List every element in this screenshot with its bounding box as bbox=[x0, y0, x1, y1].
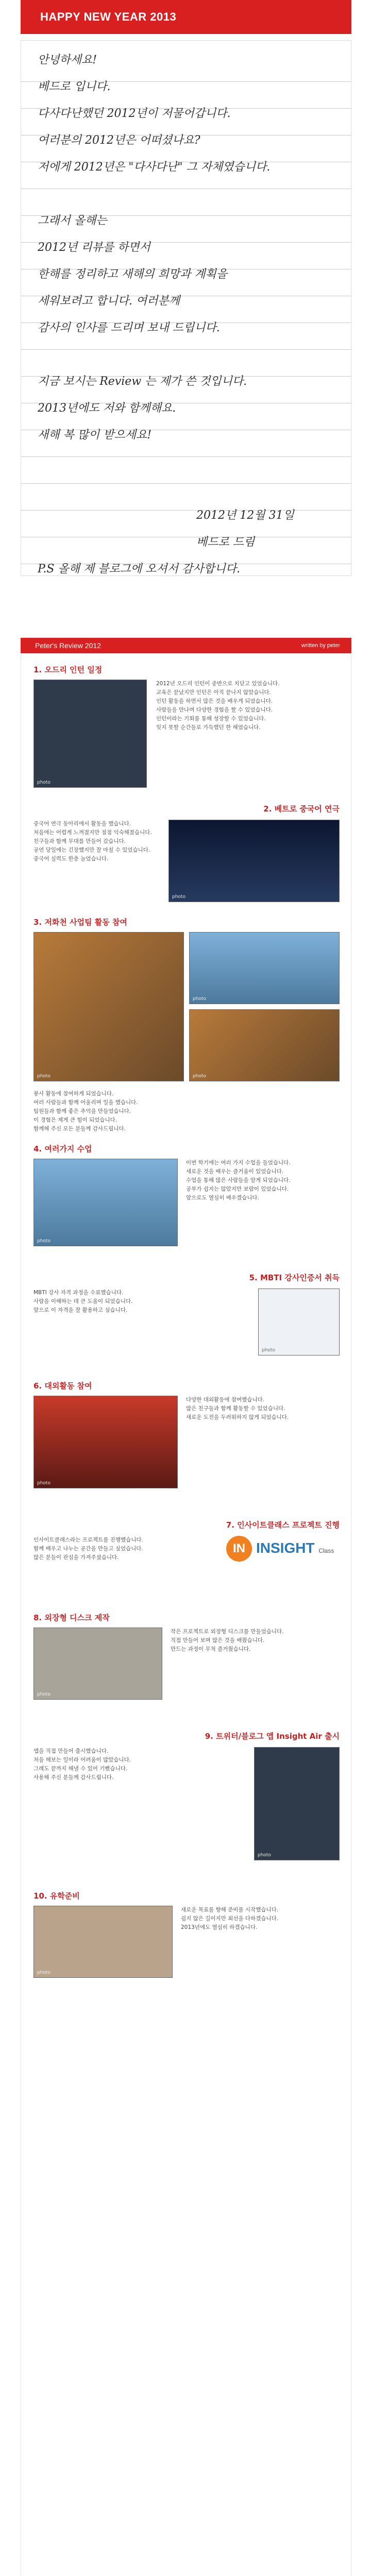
section-title: 9. 트위터/블로그 앱 Insight Air 출시 bbox=[205, 1732, 340, 1741]
banner-title: HAPPY NEW YEAR 2013 bbox=[21, 0, 351, 34]
letter-line: 베드로 드림 bbox=[196, 536, 255, 549]
insight-in-logo: IN bbox=[226, 1536, 252, 1562]
handwritten-letter bbox=[21, 40, 351, 576]
insight-class-logo: INSIGHT Class bbox=[256, 1540, 334, 1556]
letter-line: 안녕하세요! bbox=[38, 54, 97, 66]
letter-line: P.S 올해 제 블로그에 오셔서 감사합니다. bbox=[38, 563, 241, 575]
section-text: 2012년 오드리 인턴이 종반으로 치닫고 있었습니다. 교육은 끝났지만 인턴은 아직 끝나지 않았습니다. 인턴 활동을 하면서 많은 것을 배우게 되었습니다. 사람들을 만나며 다양한 경험을 할 수 있었습니다. 인턴이라는 기회를 통해 성장할 수 있었습니다. 잊지 못할 순간들로 가득했던 한 해였습니다. bbox=[156, 681, 280, 731]
letter-line: 2012년 12월 31일 bbox=[196, 509, 294, 522]
section-photo: photo bbox=[258, 1289, 340, 1355]
review-report bbox=[21, 653, 351, 2576]
section-title: 8. 외장형 디스크 제작 bbox=[33, 1613, 110, 1622]
letter-line: 한해를 정리하고 새해의 희망과 계획을 bbox=[38, 268, 228, 281]
section-text: 이번 학기에는 여러 가지 수업을 들었습니다. 새로운 것을 배우는 즐거움이 있었습니다. 수업을 통해 많은 사람들을 알게 되었습니다. 공부가 쉽지는 않았지만 보람이 있었습니다. 앞으로도 열심히 배우겠습니다. bbox=[186, 1160, 291, 1201]
section-text: MBTI 강사 자격 과정을 수료했습니다. 사람을 이해하는 데 큰 도움이 되었습니다. 앞으로 이 자격을 잘 활용하고 싶습니다. bbox=[33, 1290, 133, 1313]
letter-line: 2012년 리뷰를 하면서 bbox=[38, 241, 150, 254]
section-text: 작은 프로젝트로 외장형 디스크를 만들었습니다. 직접 만들어 보며 많은 것을 배웠습니다. 만드는 과정이 무척 즐거웠습니다. bbox=[171, 1629, 284, 1652]
section-photo: photo bbox=[254, 1747, 340, 1860]
letter-line: 지금 보시는 Review 는 제가 쓴 것입니다. bbox=[38, 375, 247, 388]
section-text: 앱을 직접 만들어 출시했습니다. 처음 해보는 일이라 어려움이 많았습니다. 그래도 끝까지 해낼 수 있어 기뻤습니다. 사용해 주신 분들께 감사드립니다. bbox=[33, 1748, 131, 1781]
section-title: 7. 인사이트클래스 프로젝트 진행 bbox=[226, 1520, 340, 1530]
section-photo: photo bbox=[33, 1396, 178, 1488]
letter-line: 베드로 입니다. bbox=[38, 80, 111, 93]
section-photo: photo bbox=[168, 820, 340, 902]
section-photo: photo bbox=[189, 932, 340, 1004]
letter-line: 새해 복 많이 받으세요! bbox=[38, 429, 152, 442]
letter-line: 저에게 2012년은 "다사다난" 그 자체였습니다. bbox=[38, 161, 271, 174]
section-title: 2. 베트로 중국어 연극 bbox=[263, 804, 340, 814]
letter-line: 세워보려고 합니다. 여러분께 bbox=[38, 295, 180, 308]
report-header-title: Peter's Review 2012 bbox=[35, 641, 101, 650]
letter-line: 다사다난했던 2012년이 저물어갑니다. bbox=[38, 107, 231, 120]
letter-line: 감사의 인사를 드리며 보내 드립니다. bbox=[38, 321, 220, 334]
section-title: 1. 오드리 인턴 일정 bbox=[33, 665, 103, 674]
section-title: 4. 여러가지 수업 bbox=[33, 1144, 92, 1154]
report-header-author: written by peter bbox=[301, 642, 340, 649]
section-text: 중국어 연극 동아리에서 활동을 했습니다. 처음에는 어렵게 느껴졌지만 점점 익숙해졌습니다. 친구들과 함께 무대를 만들어 갔습니다. 공연 당일에는 긴장했지만 잘 마칠 수 있었습니다. 중국어 실력도 한층 늘었습니다. bbox=[33, 821, 152, 862]
report-header bbox=[21, 638, 351, 653]
section-title: 5. MBTI 강사인증서 취득 bbox=[249, 1273, 340, 1282]
section-text: 다양한 대외활동에 참여했습니다. 많은 친구들과 함께 활동할 수 있었습니다. 새로운 도전을 두려워하지 않게 되었습니다. bbox=[186, 1397, 289, 1420]
section-text: 인사이트클래스라는 프로젝트를 진행했습니다. 함께 배우고 나누는 공간을 만들고 싶었습니다. 많은 분들이 관심을 가져주셨습니다. bbox=[33, 1537, 143, 1561]
section-photo: photo bbox=[189, 1009, 340, 1081]
letter-line: 여러분의 2012년은 어떠셨나요? bbox=[38, 134, 200, 147]
section-text: 새로운 목표를 향해 준비를 시작했습니다. 쉽지 않은 길이지만 최선을 다하겠습니다. 2013년에도 열심히 하겠습니다. bbox=[181, 1907, 279, 1930]
section-photo: photo bbox=[33, 932, 184, 1081]
section-text: 봉사 활동에 참여하게 되었습니다. 여러 사람들과 함께 어울리며 일을 했습니다. 팀원들과 함께 좋은 추억을 만들었습니다. 이 경험은 제게 큰 힘이 되었습니다. 함께해 주신 모든 분들께 감사드립니다. bbox=[33, 1091, 138, 1132]
section-photo: photo bbox=[33, 680, 147, 788]
letter-line: 그래서 올해는 bbox=[38, 214, 107, 227]
section-photo: photo bbox=[33, 1906, 173, 1978]
section-title: 10. 유학준비 bbox=[33, 1891, 80, 1901]
section-photo: photo bbox=[33, 1628, 162, 1700]
section-title: 3. 저화천 사업팀 활동 참여 bbox=[33, 918, 127, 927]
letter-line: 2013년에도 저와 함께해요. bbox=[38, 402, 176, 415]
section-photo: photo bbox=[33, 1159, 178, 1246]
section-title: 6. 대외활동 참여 bbox=[33, 1381, 92, 1391]
